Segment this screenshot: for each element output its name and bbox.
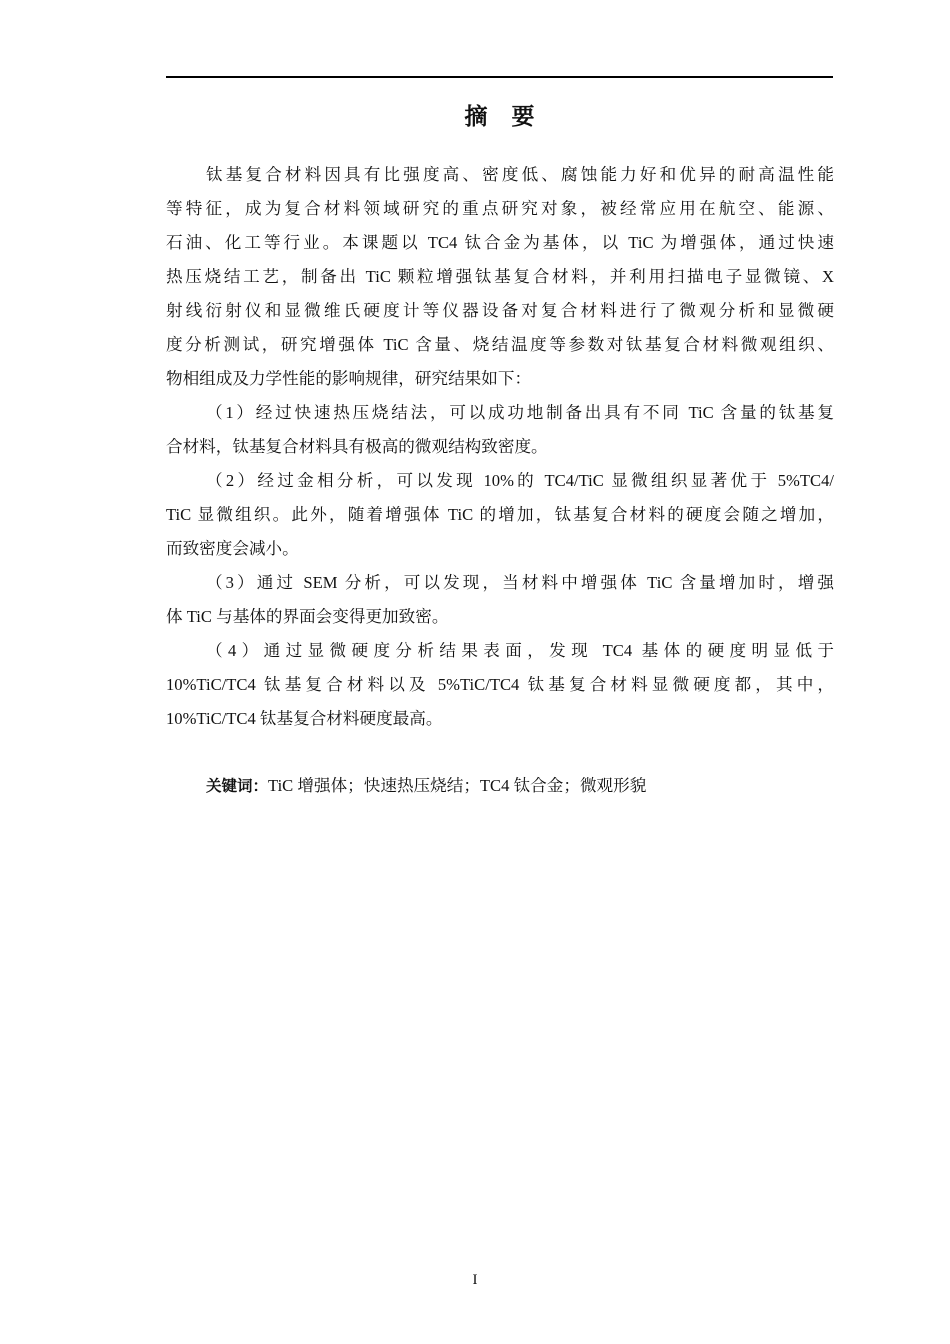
- keywords-line: [206, 772, 646, 800]
- keywords-text: TiC 增强体；快速热压烧结；TC4 钛合金；微观形貌: [268, 776, 647, 795]
- finding-1-paragraph: [166, 396, 834, 464]
- text-line: 合材料，钛基复合材料具有极高的微观结构致密度。: [166, 437, 548, 456]
- text-line: 物相组成及力学性能的影响规律，研究结果如下：: [166, 369, 532, 388]
- text-line: 体 TiC 与基体的界面会变得更加致密。: [166, 607, 449, 626]
- text-line: 10%TiC/TC4 钛基复合材料硬度最高。: [166, 709, 443, 728]
- header-rule: [166, 76, 833, 78]
- keywords-label: 关键词：: [206, 777, 269, 795]
- text-line: 钛基复合材料因具有比强度高、密度低、腐蚀能力好和优异的耐高温性能: [206, 165, 834, 184]
- text-line: （3）通过 SEM 分析，可以发现，当材料中增强体 TiC 含量增加时，增强: [206, 573, 834, 592]
- text-line: 而致密度会减小。: [166, 539, 299, 558]
- text-line: （1）经过快速热压烧结法，可以成功地制备出具有不同 TiC 含量的钛基复: [206, 403, 834, 422]
- abstract-body: [166, 158, 834, 736]
- title-char-1: 摘: [464, 104, 488, 130]
- intro-paragraph: [166, 158, 834, 396]
- finding-2-paragraph: [166, 464, 834, 566]
- page-title: [166, 98, 833, 131]
- text-line: 度分析测试，研究增强体 TiC 含量、烧结温度等参数对钛基复合材料微观组织、: [166, 335, 834, 354]
- text-line: （2）经过金相分析，可以发现 10%的 TC4/TiC 显微组织显著优于 5%TC4/: [206, 471, 834, 490]
- text-line: （4）通过显微硬度分析结果表面，发现 TC4 基体的硬度明显低于: [206, 641, 834, 660]
- text-line: TiC 显微组织。此外，随着增强体 TiC 的增加，钛基复合材料的硬度会随之增加，: [166, 505, 834, 524]
- text-line: 等特征，成为复合材料领域研究的重点研究对象，被经常应用在航空、能源、: [166, 199, 834, 218]
- finding-4-paragraph: [166, 634, 834, 736]
- text-line: 射线衍射仪和显微维氏硬度计等仪器设备对复合材料进行了微观分析和显微硬: [166, 301, 834, 320]
- finding-3-paragraph: [166, 566, 834, 634]
- title-char-2: 要: [511, 104, 535, 130]
- page-number: I: [472, 1272, 478, 1288]
- text-line: 石油、化工等行业。本课题以 TC4 钛合金为基体，以 TiC 为增强体，通过快速: [166, 233, 834, 252]
- text-line: 10%TiC/TC4 钛基复合材料以及 5%TiC/TC4 钛基复合材料显微硬度都，其中，: [166, 675, 834, 694]
- text-line: 热压烧结工艺，制备出 TiC 颗粒增强钛基复合材料，并利用扫描电子显微镜、X: [166, 267, 834, 286]
